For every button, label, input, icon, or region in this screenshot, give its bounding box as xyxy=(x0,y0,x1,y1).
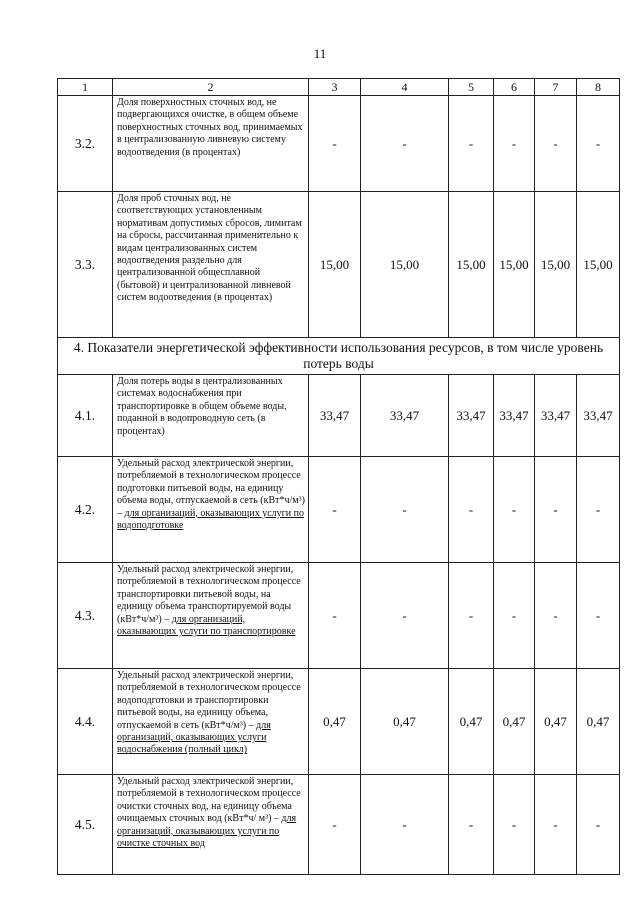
value-cell: 0,47 xyxy=(361,669,449,775)
row-number: 3.3. xyxy=(58,192,113,338)
value-cell: - xyxy=(535,96,577,192)
description-text: Удельный расход электрической энергии, потребляемой в технологическом процессе водоподготовки и транспортировки питьевой воды, на единицу объема, отпускаемой в сеть (кВт*ч/м³) – xyxy=(117,670,301,731)
description-underlined-text: для организаций, оказывающих услуги по очистке сточных вод xyxy=(117,813,297,850)
value-cell: - xyxy=(535,457,577,563)
value-cell: - xyxy=(494,96,535,192)
row-number: 4.1. xyxy=(58,375,113,457)
section-heading-row xyxy=(58,338,620,375)
value-cell: - xyxy=(577,96,620,192)
description-underlined-text: для организаций, оказывающих услуги по водоподготовке xyxy=(117,507,304,532)
indicator-description xyxy=(113,375,309,457)
value-cell: - xyxy=(449,775,494,875)
indicator-description xyxy=(113,669,309,775)
value-cell: - xyxy=(535,563,577,669)
value-cell: - xyxy=(535,775,577,875)
value-cell: - xyxy=(361,457,449,563)
value-cell: 15,00 xyxy=(361,192,449,338)
column-header: 2 xyxy=(113,79,309,96)
table-row xyxy=(58,457,620,563)
column-header: 4 xyxy=(361,79,449,96)
column-header-row xyxy=(58,79,620,96)
row-number: 4.3. xyxy=(58,563,113,669)
description-underlined-text: для организаций, оказывающих услуги водоснабжения (полный цикл) xyxy=(117,719,271,756)
column-header: 5 xyxy=(449,79,494,96)
row-number: 4.4. xyxy=(58,669,113,775)
description-text: Удельный расход электрической энергии, потребляемой в технологическом процессе очистки сточных вод, на единицу объема очищаемых сточных вод (кВт*ч/ м³) – xyxy=(117,776,301,825)
column-header: 6 xyxy=(494,79,535,96)
value-cell: 15,00 xyxy=(309,192,361,338)
value-cell: 33,47 xyxy=(309,375,361,457)
table-row xyxy=(58,563,620,669)
value-cell: 15,00 xyxy=(494,192,535,338)
value-cell: 33,47 xyxy=(535,375,577,457)
description-text: Доля поверхностных сточных вод, не подвергающихся очистке, в общем объеме поверхностных сточных вод, принимаемых в централизованную ливневую систему водоотведения (в процентах) xyxy=(117,97,303,158)
table-row xyxy=(58,96,620,192)
value-cell: - xyxy=(449,457,494,563)
indicator-description xyxy=(113,457,309,563)
value-cell: 15,00 xyxy=(535,192,577,338)
description-text: Доля потерь воды в централизованных системах водоснабжения при транспортировке в общем объеме воды, поданной в водопроводную сеть (в процентах) xyxy=(117,376,287,437)
indicator-description xyxy=(113,563,309,669)
value-cell: - xyxy=(361,775,449,875)
value-cell: 0,47 xyxy=(577,669,620,775)
indicator-description xyxy=(113,775,309,875)
value-cell: - xyxy=(449,563,494,669)
table-row xyxy=(58,375,620,457)
page-number: 11 xyxy=(313,46,327,61)
table-row xyxy=(58,192,620,338)
value-cell: - xyxy=(309,96,361,192)
value-cell: 0,47 xyxy=(309,669,361,775)
value-cell: 0,47 xyxy=(494,669,535,775)
value-cell: - xyxy=(494,457,535,563)
value-cell: 0,47 xyxy=(535,669,577,775)
value-cell: - xyxy=(361,563,449,669)
value-cell: 0,47 xyxy=(449,669,494,775)
description-text: Удельный расход электрической энергии, потребляемой в технологическом процессе подготовки питьевой воды, на единицу объема воды, отпускаемой в сеть (кВт*ч/м³) – xyxy=(117,458,305,519)
section-heading: 4. Показатели энергетической эффективности использования ресурсов, в том числе уровень потерь воды xyxy=(58,338,620,375)
value-cell: - xyxy=(494,563,535,669)
value-cell: - xyxy=(494,775,535,875)
value-cell: 15,00 xyxy=(577,192,620,338)
value-cell: 33,47 xyxy=(449,375,494,457)
value-cell: - xyxy=(309,563,361,669)
indicator-description xyxy=(113,192,309,338)
row-number: 4.5. xyxy=(58,775,113,875)
value-cell: 15,00 xyxy=(449,192,494,338)
value-cell: - xyxy=(577,457,620,563)
table-row xyxy=(58,669,620,775)
value-cell: - xyxy=(309,775,361,875)
column-header: 8 xyxy=(577,79,620,96)
value-cell: - xyxy=(309,457,361,563)
description-text: Доля проб сточных вод, не соответствующих установленным нормативам допустимых сбросов, лимитам на сбросы, рассчитанная применительно к видам централизованных систем водоотведения раздельно для централизованной общесплавной (бытовой) и централизованной ливневой систем водоотведения (в процентах) xyxy=(117,193,302,304)
value-cell: - xyxy=(577,563,620,669)
value-cell: 33,47 xyxy=(577,375,620,457)
description-underlined-text: для организаций, оказывающих услуги по транспортировке xyxy=(117,613,296,638)
row-number: 4.2. xyxy=(58,457,113,563)
value-cell: 33,47 xyxy=(361,375,449,457)
indicator-description xyxy=(113,96,309,192)
value-cell: - xyxy=(449,96,494,192)
column-header: 1 xyxy=(58,79,113,96)
indicators-table xyxy=(57,78,620,875)
table-row xyxy=(58,775,620,875)
column-header: 3 xyxy=(309,79,361,96)
description-text: Удельный расход электрической энергии, потребляемой в технологическом процессе транспортировки питьевой воды, на единицу объема транспортируемой воды (кВт*ч/м³) – xyxy=(117,564,301,625)
column-header: 7 xyxy=(535,79,577,96)
value-cell: - xyxy=(361,96,449,192)
value-cell: 33,47 xyxy=(494,375,535,457)
value-cell: - xyxy=(577,775,620,875)
row-number: 3.2. xyxy=(58,96,113,192)
